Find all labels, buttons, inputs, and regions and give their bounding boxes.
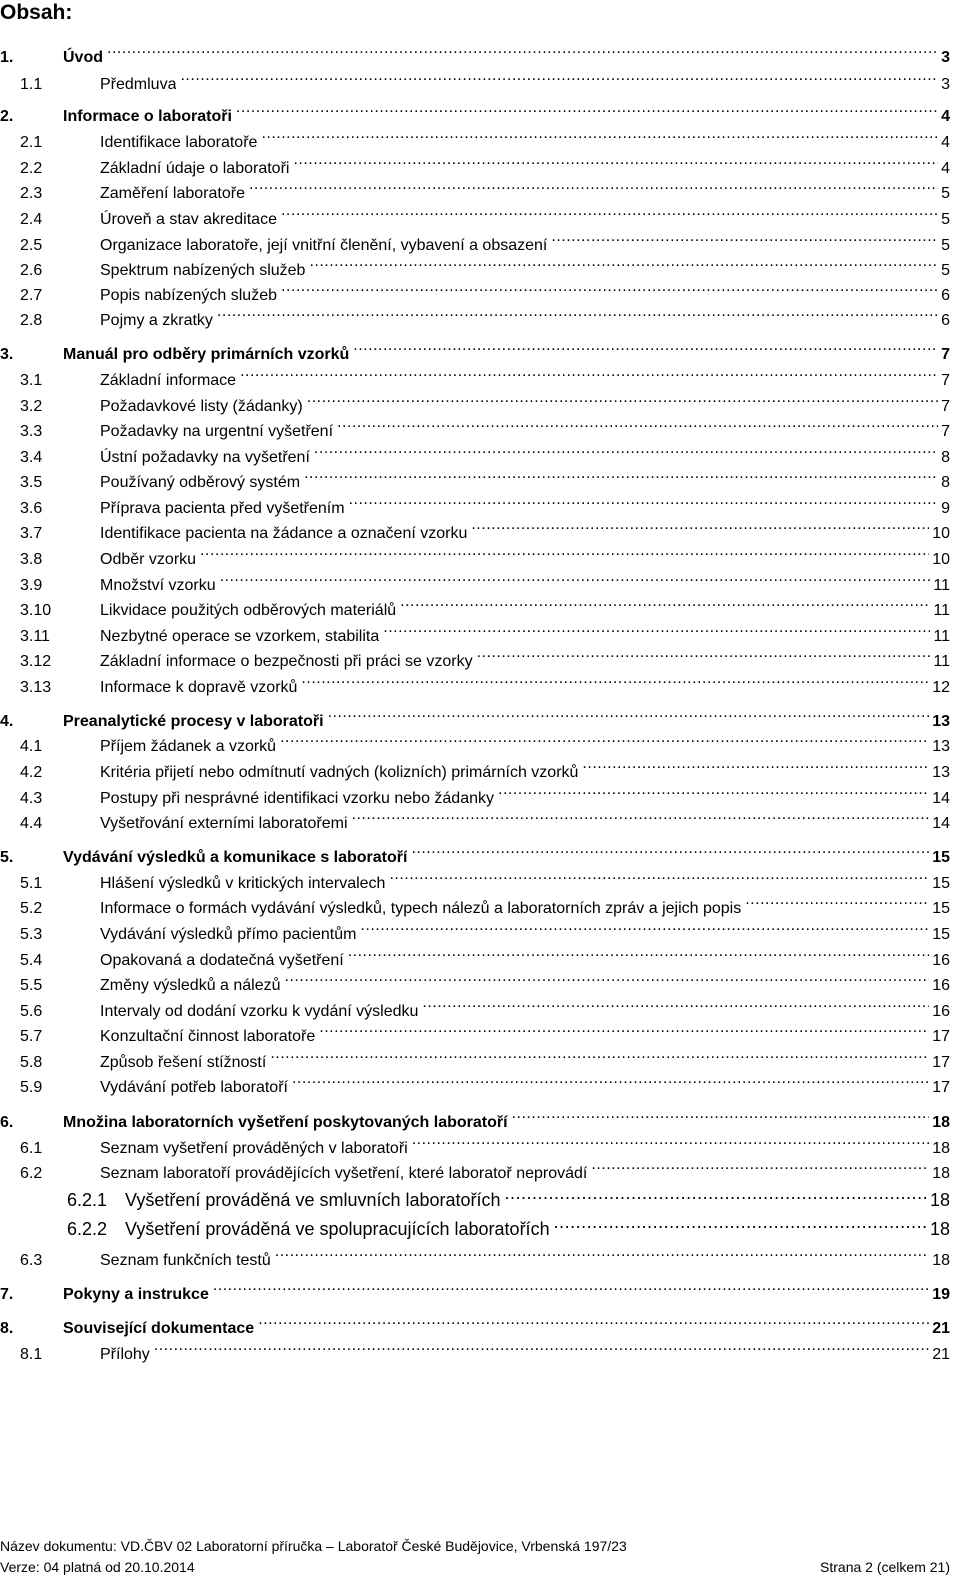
toc-entry-number: 3.11	[20, 628, 50, 645]
toc-entry[interactable]	[0, 751, 950, 781]
toc-entry-title-link[interactable]: Nezbytné operace se vzorkem, stabilita	[100, 628, 380, 645]
toc-entry-title-link[interactable]: Vyšetření prováděná ve smluvních laboratořích	[125, 1190, 501, 1210]
toc-entry[interactable]	[0, 198, 950, 228]
toc-entry[interactable]	[0, 1239, 950, 1269]
footer-document-name: Název dokumentu: VD.ČBV 02 Laboratorní příručka – Laboratoř České Budějovice, Vrbenská 197/23	[0, 1538, 627, 1554]
toc-entry-page: 8	[941, 474, 950, 491]
toc-entry-title-link[interactable]: Přílohy	[100, 1346, 150, 1363]
toc-entry-title-link[interactable]: Informace k dopravě vzorků	[100, 679, 298, 696]
toc-entry-number: 5.	[0, 849, 14, 866]
toc-leader-dots	[301, 666, 929, 692]
toc-entry[interactable]	[0, 1101, 950, 1131]
toc-leader-dots	[498, 777, 929, 803]
toc-entry[interactable]	[0, 95, 950, 125]
toc-entry-page: 11	[933, 577, 950, 594]
toc-entry-number: 3.1	[20, 372, 43, 389]
toc-entry[interactable]	[0, 862, 950, 892]
toc-leader-dots	[328, 700, 930, 726]
toc-entry-page: 18	[932, 1252, 950, 1269]
toc-entry-page: 7	[941, 346, 950, 363]
toc-entry-page: 4	[941, 160, 950, 177]
toc-entry-title-link[interactable]: Předmluva	[100, 76, 177, 93]
toc-entry[interactable]	[0, 777, 950, 807]
toc-entry-page: 17	[932, 1054, 950, 1071]
toc-heading: Obsah:	[0, 1, 73, 24]
toc-entry-number: 2.8	[20, 312, 43, 329]
toc-entry[interactable]	[0, 564, 950, 594]
toc-leader-dots	[582, 751, 929, 777]
toc-entry-title-link[interactable]: Požadavky na urgentní vyšetření	[100, 423, 334, 440]
toc-entry-number: 2.1	[20, 134, 43, 151]
toc-entry-number: 5.7	[20, 1028, 43, 1045]
toc-entry-number: 4.3	[20, 790, 43, 807]
toc-entry-page: 3	[941, 49, 950, 66]
toc-entry-page: 8	[941, 449, 950, 466]
toc-entry-title-link[interactable]: Organizace laboratoře, její vnitřní členění, vybavení a obsazení	[100, 237, 548, 254]
toc-leader-dots	[349, 487, 939, 513]
toc-leader-dots	[314, 436, 938, 462]
toc-leader-dots	[285, 964, 930, 990]
toc-entry-page: 7	[941, 398, 950, 415]
toc-entry-number: 6.2.2	[67, 1219, 108, 1239]
toc-entry-title-link[interactable]: Intervaly od dodání vzorku k vydání výsledku	[100, 1003, 419, 1020]
toc-entry[interactable]	[0, 1273, 950, 1303]
toc-entry-page: 5	[941, 237, 950, 254]
toc-entry[interactable]	[0, 1307, 950, 1337]
toc-entry-number: 3.13	[20, 679, 52, 696]
toc-entry-title-link[interactable]: Pojmy a zkratky	[100, 312, 213, 329]
toc-leader-dots	[422, 990, 929, 1016]
toc-leader-dots	[107, 36, 938, 62]
toc-leader-dots	[591, 1152, 929, 1178]
toc-entry-page: 13	[932, 713, 950, 730]
toc-entry-number: 3.10	[20, 602, 52, 619]
toc-entry-title-link[interactable]: Seznam vyšetření prováděných v laboratoři	[100, 1140, 408, 1157]
toc-leader-dots	[477, 640, 931, 666]
toc-leader-dots	[281, 198, 938, 224]
toc-entry[interactable]	[0, 1209, 950, 1239]
toc-entry-number: 6.2.1	[67, 1190, 108, 1210]
toc-entry-title-link[interactable]: Základní údaje o laboratoři	[100, 160, 290, 177]
toc-entry[interactable]	[0, 147, 950, 177]
toc-entry[interactable]	[0, 802, 950, 832]
toc-leader-dots	[512, 1101, 930, 1127]
footer-version: Verze: 04 platná od 20.10.2014	[0, 1559, 195, 1575]
toc-entry-title-link[interactable]: Vydávání výsledků přímo pacientům	[100, 926, 357, 943]
toc-leader-dots	[360, 913, 929, 939]
toc-entry-title-link[interactable]: Vyšetření prováděná ve spolupracujících laboratořích	[125, 1219, 550, 1239]
toc-entry[interactable]	[0, 538, 950, 568]
toc-entry-number: 3.5	[20, 474, 43, 491]
toc-entry[interactable]	[0, 461, 950, 491]
toc-entry-number: 2.	[0, 108, 14, 125]
toc-entry-page: 4	[941, 134, 950, 151]
toc-entry-page: 18	[932, 1114, 950, 1131]
toc-leader-dots	[180, 63, 938, 89]
toc-entry-number: 3.	[0, 346, 14, 363]
toc-entry-page: 13	[932, 764, 950, 781]
toc-entry[interactable]	[0, 1333, 950, 1363]
footer-meta	[0, 1558, 950, 1576]
toc-entry[interactable]	[0, 274, 950, 304]
toc-leader-dots	[236, 95, 938, 121]
toc-leader-dots	[249, 172, 938, 198]
toc-entry-page: 11	[933, 653, 950, 670]
toc-leader-dots	[745, 887, 929, 913]
toc-entry-title-link[interactable]: Seznam funkčních testů	[100, 1252, 271, 1269]
toc-entry-title-link[interactable]: Postupy při nesprávné identifikaci vzorku nebo žádanky	[100, 790, 494, 807]
toc-entry-number: 8.1	[20, 1346, 43, 1363]
toc-entry-page: 3	[941, 76, 950, 93]
toc-entry-page: 14	[932, 815, 950, 832]
toc-leader-dots	[240, 359, 938, 385]
toc-entry[interactable]	[0, 1066, 950, 1096]
toc-entry[interactable]	[0, 410, 950, 440]
toc-entry-number: 2.5	[20, 237, 43, 254]
toc-entry-title-link[interactable]: Seznam laboratoří provádějících vyšetření, které laboratoř neprovádí	[100, 1165, 588, 1182]
footer-page-info: Strana 2 (celkem 21)	[820, 1559, 950, 1575]
toc-entry-number: 4.2	[20, 764, 43, 781]
toc-entry[interactable]	[0, 121, 950, 151]
toc-entry-page: 10	[932, 525, 950, 542]
toc-entry-page: 5	[941, 211, 950, 228]
toc-entry[interactable]	[0, 990, 950, 1020]
toc-leader-dots	[270, 1041, 929, 1067]
toc-entry-title-link[interactable]: Opakovaná a dodatečná vyšetření	[100, 952, 344, 969]
toc-leader-dots	[200, 538, 929, 564]
toc-entry-page: 15	[932, 849, 950, 866]
toc-entry[interactable]	[0, 964, 950, 994]
toc-leader-dots	[275, 1239, 929, 1265]
toc-entry-number: 3.9	[20, 577, 43, 594]
toc-entry-number: 2.4	[20, 211, 43, 228]
toc-entry-title-link[interactable]: Konzultační činnost laboratoře	[100, 1028, 316, 1045]
toc-entry-number: 4.1	[20, 738, 43, 755]
toc-entry-number: 5.9	[20, 1079, 43, 1096]
toc-entry-number: 2.7	[20, 287, 43, 304]
toc-entry-title-link[interactable]: Preanalytické procesy v laboratoři	[63, 713, 324, 730]
toc-leader-dots	[281, 274, 938, 300]
toc-entry-title-link[interactable]: Spektrum nabízených služeb	[100, 262, 306, 279]
toc-leader-dots	[220, 564, 931, 590]
toc-leader-dots	[505, 1180, 927, 1206]
toc-leader-dots	[292, 1066, 929, 1092]
toc-entry[interactable]	[0, 640, 950, 670]
toc-entry-title-link[interactable]: Ústní požadavky na vyšetření	[100, 449, 310, 466]
toc-entry-page: 13	[932, 738, 950, 755]
toc-entry-page: 18	[929, 1219, 950, 1239]
toc-entry[interactable]	[0, 172, 950, 202]
toc-entry-number: 6.3	[20, 1252, 43, 1269]
toc-entry-number: 3.6	[20, 500, 43, 517]
toc-entry-page: 21	[932, 1346, 950, 1363]
toc-entry-title-link[interactable]: Identifikace pacienta na žádance a označení vzorku	[100, 525, 468, 542]
toc-entry[interactable]	[0, 666, 950, 696]
toc-entry[interactable]	[0, 836, 950, 866]
toc-entry-number: 3.7	[20, 525, 43, 542]
toc-entry-page: 9	[941, 500, 950, 517]
toc-entry-title-link[interactable]: Změny výsledků a nálezů	[100, 977, 281, 994]
toc-entry-number: 8.	[0, 1320, 14, 1337]
toc-entry-page: 18	[929, 1190, 950, 1210]
toc-entry-title-link[interactable]: Informace o laboratoři	[63, 108, 232, 125]
toc-entry-number: 5.2	[20, 900, 43, 917]
toc-entry-page: 5	[941, 185, 950, 202]
toc-entry-number: 1.1	[20, 76, 43, 93]
toc-leader-dots	[154, 1333, 929, 1359]
toc-entry-title-link[interactable]: Kritéria přijetí nebo odmítnutí vadných (kolizních) primárních vzorků	[100, 764, 579, 781]
toc-leader-dots	[383, 615, 930, 641]
toc-entry[interactable]	[0, 1180, 950, 1210]
toc-entry-number: 5.3	[20, 926, 43, 943]
toc-leader-dots	[353, 333, 938, 359]
toc-entry-number: 5.8	[20, 1054, 43, 1071]
toc-entry-page: 12	[932, 679, 950, 696]
toc-leader-dots	[352, 802, 930, 828]
toc-entry-number: 7.	[0, 1286, 14, 1303]
toc-leader-dots	[337, 410, 938, 436]
toc-entry-page: 15	[932, 926, 950, 943]
toc-leader-dots	[319, 1015, 929, 1041]
toc-entry[interactable]	[0, 1015, 950, 1045]
toc-entry-title-link[interactable]: Příprava pacienta před vyšetřením	[100, 500, 345, 517]
toc-entry-page: 19	[932, 1286, 950, 1303]
toc-leader-dots	[400, 589, 930, 615]
toc-entry[interactable]	[0, 333, 950, 363]
toc-entry[interactable]	[0, 887, 950, 917]
toc-entry-title-link[interactable]: Základní informace	[100, 372, 237, 389]
toc-entry-number: 3.3	[20, 423, 43, 440]
toc-entry[interactable]	[0, 512, 950, 542]
toc-leader-dots	[389, 862, 929, 888]
toc-entry[interactable]	[0, 36, 950, 66]
toc-entry-number: 3.12	[20, 653, 52, 670]
toc-entry-title-link[interactable]: Používaný odběrový systém	[100, 474, 301, 491]
toc-entry-page: 14	[932, 790, 950, 807]
toc-leader-dots	[261, 121, 938, 147]
toc-entry-page: 6	[941, 312, 950, 329]
toc-entry-page: 11	[933, 602, 950, 619]
toc-entry-title-link[interactable]: Hlášení výsledků v kritických intervalech	[100, 875, 386, 892]
toc-entry[interactable]	[0, 1152, 950, 1182]
toc-entry-page: 10	[932, 551, 950, 568]
toc-entry-title-link[interactable]: Odběr vzorku	[100, 551, 197, 568]
toc-entry-page: 11	[933, 628, 950, 645]
toc-entry-title-link[interactable]: Pokyny a instrukce	[63, 1286, 209, 1303]
toc-entry[interactable]	[0, 700, 950, 730]
toc-entry[interactable]	[0, 436, 950, 466]
toc-entry-page: 18	[932, 1165, 950, 1182]
toc-entry-number: 3.8	[20, 551, 43, 568]
toc-entry-number: 4.4	[20, 815, 43, 832]
toc-entry-page: 7	[941, 423, 950, 440]
toc-entry-page: 6	[941, 287, 950, 304]
toc-entry-title-link[interactable]: Vydávání potřeb laboratoří	[100, 1079, 288, 1096]
toc-entry[interactable]	[0, 359, 950, 389]
toc-entry-title-link[interactable]: Popis nabízených služeb	[100, 287, 277, 304]
toc-entry[interactable]	[0, 385, 950, 415]
toc-entry-page: 7	[941, 372, 950, 389]
toc-entry-number: 3.4	[20, 449, 43, 466]
toc-entry-title-link[interactable]: Informace o formách vydávání výsledků, typech nálezů a laboratorních zpráv a jejich popis	[100, 900, 742, 917]
toc-entry[interactable]	[0, 63, 950, 93]
toc-entry-page: 17	[932, 1079, 950, 1096]
toc-entry-title-link[interactable]: Množství vzorku	[100, 577, 216, 594]
toc-entry-page: 15	[932, 875, 950, 892]
toc-entry-page: 16	[932, 977, 950, 994]
toc-entry[interactable]	[0, 1127, 950, 1157]
toc-entry-title-link[interactable]: Příjem žádanek a vzorků	[100, 738, 277, 755]
toc-entry-number: 6.2	[20, 1165, 43, 1182]
toc-entry-title-link[interactable]: Způsob řešení stížností	[100, 1054, 267, 1071]
toc-entry-title-link[interactable]: Požadavkové listy (žádanky)	[100, 398, 303, 415]
toc-entry[interactable]	[0, 913, 950, 943]
toc-leader-dots	[258, 1307, 929, 1333]
toc-entry-number: 6.1	[20, 1140, 43, 1157]
toc-entry-number: 3.2	[20, 398, 43, 415]
toc-leader-dots	[309, 249, 938, 275]
toc-entry-title-link[interactable]: Základní informace o bezpečnosti při práci se vzorky	[100, 653, 473, 670]
toc-entry-page: 16	[932, 1003, 950, 1020]
toc-entry-title-link[interactable]: Úroveň a stav akreditace	[100, 211, 277, 228]
toc-entry-page: 4	[941, 108, 950, 125]
toc-entry[interactable]	[0, 249, 950, 279]
toc-leader-dots	[411, 836, 929, 862]
toc-entry[interactable]	[0, 589, 950, 619]
toc-leader-dots	[304, 461, 938, 487]
toc-leader-dots	[307, 385, 938, 411]
toc-entry-page: 18	[932, 1140, 950, 1157]
toc-entry-title-link[interactable]: Vydávání výsledků a komunikace s laboratoří	[63, 849, 408, 866]
toc-entry-title-link[interactable]: Zaměření laboratoře	[100, 185, 245, 202]
toc-entry-title-link[interactable]: Související dokumentace	[63, 1320, 255, 1337]
toc-entry-title-link[interactable]: Úvod	[63, 49, 103, 66]
toc-entry-page: 5	[941, 262, 950, 279]
toc-entry-page: 16	[932, 952, 950, 969]
toc-entry-number: 5.5	[20, 977, 43, 994]
toc-leader-dots	[412, 1127, 929, 1153]
toc-leader-dots	[217, 299, 938, 325]
toc-entry-page: 17	[932, 1028, 950, 1045]
toc-entry-number: 6.	[0, 1114, 14, 1131]
toc-entry-number: 2.6	[20, 262, 43, 279]
toc-leader-dots	[280, 725, 929, 751]
toc-entry-title-link[interactable]: Likvidace použitých odběrových materiálů	[100, 602, 397, 619]
toc-entry[interactable]	[0, 299, 950, 329]
toc-entry-title-link[interactable]: Identifikace laboratoře	[100, 134, 258, 151]
toc-leader-dots	[213, 1273, 929, 1299]
toc-entry-number: 5.1	[20, 875, 43, 892]
toc-entry[interactable]	[0, 725, 950, 755]
toc-leader-dots	[554, 1209, 927, 1235]
toc-entry-title-link[interactable]: Vyšetřování externími laboratořemi	[100, 815, 348, 832]
toc-entry-number: 1.	[0, 49, 14, 66]
toc-entry[interactable]	[0, 615, 950, 645]
toc-entry[interactable]	[0, 487, 950, 517]
toc-entry-number: 2.2	[20, 160, 43, 177]
toc-entry-number: 2.3	[20, 185, 43, 202]
toc-entry-number: 5.4	[20, 952, 43, 969]
toc-leader-dots	[348, 939, 929, 965]
toc-leader-dots	[551, 224, 938, 250]
toc-leader-dots	[293, 147, 938, 173]
toc-entry-page: 21	[932, 1320, 950, 1337]
toc-entry[interactable]	[0, 1041, 950, 1071]
toc-entry[interactable]	[0, 939, 950, 969]
toc-entry-page: 15	[932, 900, 950, 917]
toc-entry-number: 5.6	[20, 1003, 43, 1020]
toc-leader-dots	[471, 512, 929, 538]
toc-entry[interactable]	[0, 224, 950, 254]
toc-entry-title-link[interactable]: Množina laboratorních vyšetření poskytovaných laboratoří	[63, 1114, 508, 1131]
toc-entry-number: 4.	[0, 713, 14, 730]
toc-entry-title-link[interactable]: Manuál pro odběry primárních vzorků	[63, 346, 350, 363]
